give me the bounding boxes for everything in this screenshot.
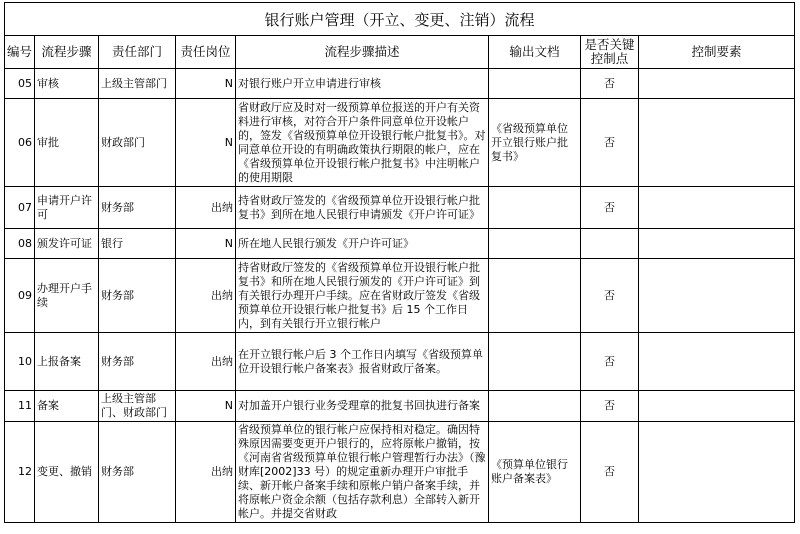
header-desc: 流程步骤描述 xyxy=(236,36,489,69)
table-row xyxy=(5,187,795,229)
cell-dept: 财务部 xyxy=(99,259,176,333)
cell-doc xyxy=(489,391,581,422)
table-row xyxy=(5,391,795,422)
header-key: 是否关键控制点 xyxy=(581,36,639,69)
cell-key: 否 xyxy=(581,259,639,333)
table-row xyxy=(5,69,795,99)
table-row xyxy=(5,422,795,523)
cell-no: 12 xyxy=(5,422,35,523)
table-row xyxy=(5,229,795,259)
cell-post: 出纳 xyxy=(176,259,236,333)
cell-post: N xyxy=(176,99,236,187)
cell-dept: 财政部门 xyxy=(99,99,176,187)
cell-post: N xyxy=(176,69,236,99)
cell-key: 否 xyxy=(581,422,639,523)
cell-no: 09 xyxy=(5,259,35,333)
header-post: 责任岗位 xyxy=(176,36,236,69)
cell-doc: 《省级预算单位开立银行账户批复书》 xyxy=(489,99,581,187)
cell-doc xyxy=(489,229,581,259)
cell-ctrl xyxy=(639,391,795,422)
cell-post: 出纳 xyxy=(176,333,236,391)
cell-ctrl xyxy=(639,229,795,259)
cell-step: 审核 xyxy=(35,69,99,99)
cell-post: 出纳 xyxy=(176,187,236,229)
cell-desc: 在开立银行帐户后 3 个工作日内填写《省级预算单位开设银行帐户备案表》报省财政厅备案。 xyxy=(236,333,489,391)
header-no: 编号 xyxy=(5,36,35,69)
cell-ctrl xyxy=(639,333,795,391)
table-title: 银行账户管理（开立、变更、注销）流程 xyxy=(5,3,795,36)
cell-no: 07 xyxy=(5,187,35,229)
cell-no: 10 xyxy=(5,333,35,391)
cell-dept: 财务部 xyxy=(99,333,176,391)
cell-no: 05 xyxy=(5,69,35,99)
cell-no: 06 xyxy=(5,99,35,187)
cell-step: 审批 xyxy=(35,99,99,187)
cell-desc: 所在地人民银行颁发《开户许可证》 xyxy=(236,229,489,259)
cell-desc: 对加盖开户银行业务受理章的批复书回执进行备案 xyxy=(236,391,489,422)
cell-doc xyxy=(489,69,581,99)
header-dept: 责任部门 xyxy=(99,36,176,69)
table-row xyxy=(5,99,795,187)
table-row xyxy=(5,259,795,333)
cell-key: 否 xyxy=(581,69,639,99)
cell-key: 否 xyxy=(581,333,639,391)
cell-post: N xyxy=(176,229,236,259)
table-row xyxy=(5,333,795,391)
cell-desc: 省财政厅应及时对一级预算单位报送的开户有关资料进行审核，对符合开户条件同意单位开设帐户的，签发《省级预算单位开设银行帐户批复书》。对同意单位开设的有明确政策执行期限的帐户，应在《省级预算单位开设银行帐户批复书》中注明帐户的使用期限 xyxy=(236,99,489,187)
cell-dept: 上级主管部门、财政部门 xyxy=(99,391,176,422)
cell-step: 备案 xyxy=(35,391,99,422)
cell-doc xyxy=(489,333,581,391)
cell-step: 变更、撤销 xyxy=(35,422,99,523)
cell-desc: 持省财政厅签发的《省级预算单位开设银行帐户批复书》到所在地人民银行申请颁发《开户许可证》 xyxy=(236,187,489,229)
cell-desc: 持省财政厅签发的《省级预算单位开设银行帐户批复书》和所在地人民银行颁发的《开户许可证》到有关银行办理开户手续。应在省财政厅签发《省级预算单位开设银行帐户批复书》后 15 个工作日内，到有关银行开立银行帐户 xyxy=(236,259,489,333)
cell-key: 否 xyxy=(581,99,639,187)
header-ctrl: 控制要素 xyxy=(639,36,795,69)
header-row xyxy=(5,36,795,69)
cell-key: 否 xyxy=(581,187,639,229)
cell-ctrl xyxy=(639,187,795,229)
cell-key: 否 xyxy=(581,391,639,422)
cell-doc xyxy=(489,259,581,333)
cell-doc xyxy=(489,187,581,229)
cell-ctrl xyxy=(639,69,795,99)
cell-post: N xyxy=(176,391,236,422)
cell-ctrl xyxy=(639,422,795,523)
cell-step: 申请开户许可 xyxy=(35,187,99,229)
cell-post: 出纳 xyxy=(176,422,236,523)
cell-no: 11 xyxy=(5,391,35,422)
cell-step: 颁发许可证 xyxy=(35,229,99,259)
header-step: 流程步骤 xyxy=(35,36,99,69)
cell-step: 办理开户手续 xyxy=(35,259,99,333)
cell-ctrl xyxy=(639,99,795,187)
header-doc: 输出文档 xyxy=(489,36,581,69)
cell-dept: 财务部 xyxy=(99,187,176,229)
cell-dept: 财务部 xyxy=(99,422,176,523)
cell-dept: 上级主管部门 xyxy=(99,69,176,99)
cell-key xyxy=(581,229,639,259)
process-table xyxy=(4,2,795,523)
cell-doc: 《预算单位银行账户备案表》 xyxy=(489,422,581,523)
cell-desc: 对银行账户开立申请进行审核 xyxy=(236,69,489,99)
cell-desc: 省级预算单位的银行帐户应保持相对稳定。确因特殊原因需要变更开户银行的，应将原帐户撤销，按《河南省省级预算单位银行帐户管理暂行办法》（豫财库[2002]33 号）的规定重新办理开户审批手续、新开帐户备案手续和原帐户销户备案手续，并将原帐户资金余额（包括存款利息）全部转入新开帐户。并提交省财政 xyxy=(236,422,489,523)
cell-no: 08 xyxy=(5,229,35,259)
cell-ctrl xyxy=(639,259,795,333)
cell-dept: 银行 xyxy=(99,229,176,259)
cell-step: 上报备案 xyxy=(35,333,99,391)
